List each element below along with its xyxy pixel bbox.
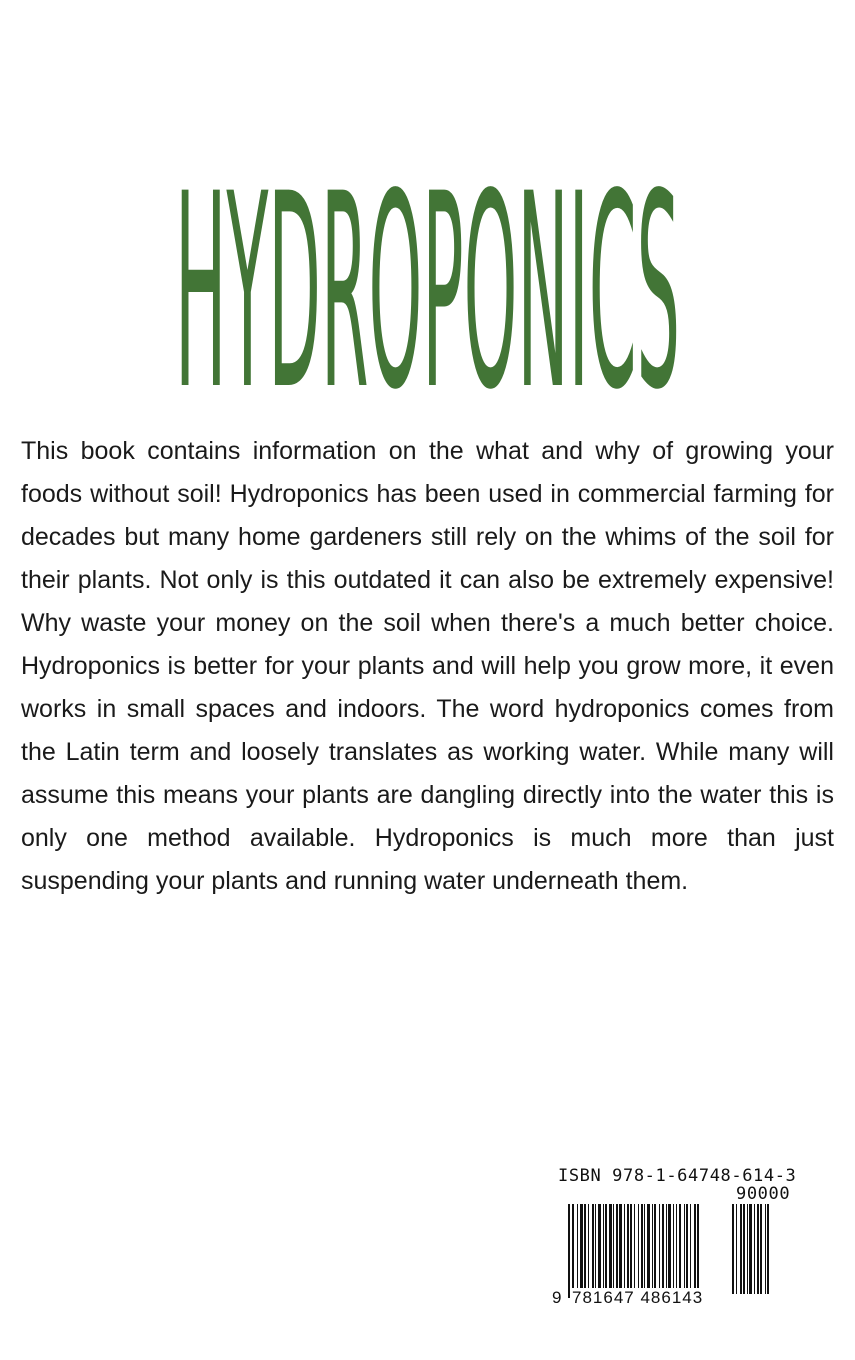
addon-barcode-bars (732, 1204, 784, 1294)
ean-barcode-bars (568, 1204, 726, 1298)
isbn-barcode (552, 1166, 804, 1316)
book-title-text: HYDROPONICS (175, 185, 680, 405)
back-cover-blurb: This book contains information on the what and why of growing your foods without soil! Hydroponics has been used in commercial farming for decades but many home gardeners still rely on the whims of the soil for their plants. Not only is this outdated it can also be extremely expensive! Why waste your money on the soil when there's a much better choice. Hydroponics is better for your plants and will help you grow more, it even works in small spaces and indoors. The word hydroponics comes from the Latin term and loosely translates as working water. While many will assume this means your plants are dangling directly into the water this is only one method available. Hydroponics is much more than just suspending your plants and running water underneath them. (21, 437, 834, 895)
book-title (170, 185, 685, 405)
book-title-wordmark (170, 185, 685, 405)
isbn-label: ISBN 978-1-64748-614-3 (558, 1166, 797, 1186)
price-code: 90000 (736, 1184, 791, 1204)
isbn-lead-digit: 9 (552, 1288, 562, 1307)
isbn-digits: 781647 486143 (572, 1288, 704, 1307)
